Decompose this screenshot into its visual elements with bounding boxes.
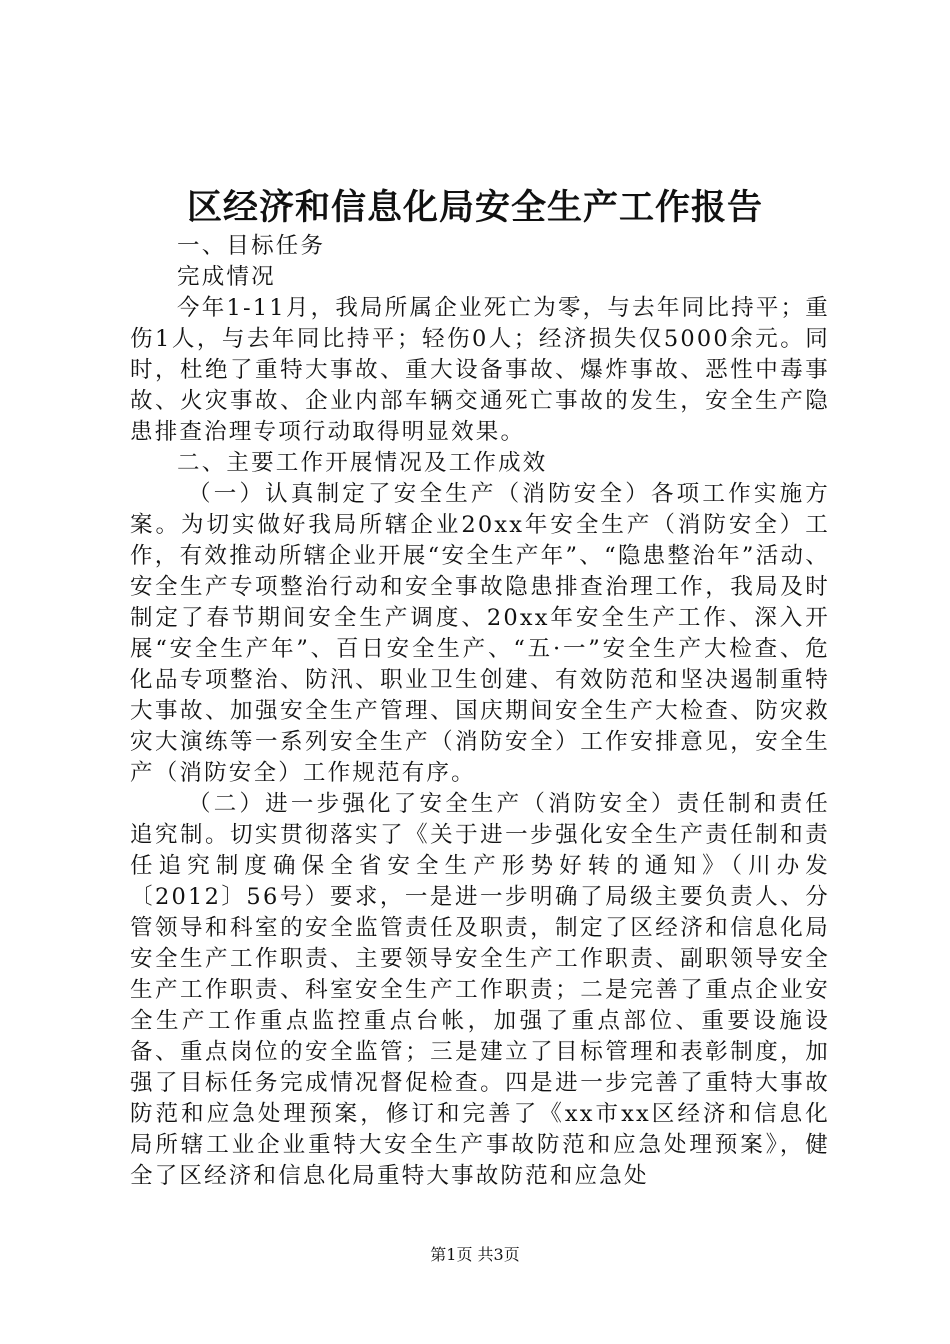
paragraph-work-item-2: （二）进一步强化了安全生产（消防安全）责任制和责任追究制。切实贯彻落实了《关于进一步强化安全生产责任制和责任追究制度确保全省安全生产形势好转的通知》（川办发〔2012〕56号）要求，一是进一步明确了局级主要负责人、分管领导和科室的安全监管责任及职责，制定了区经济和信息化局安全生产工作职责、主要领导安全生产工作职责、副职领导安全生产工作职责、科室安全生产工作职责；二是完善了重点企业安全生产工作重点监控重点台帐，加强了重点部位、重要设施设备、重点岗位的安全监管；三是建立了目标管理和表彰制度，加强了目标任务完成情况督促检查。四是进一步完善了重特大事故防范和应急处理预案，修订和完善了《xx市xx区经济和信息化局所辖工业企业重特大安全生产事故防范和应急处理预案》，健全了区经济和信息化局重特大事故防范和应急处 — [130, 791, 830, 1189]
paragraph-work-item-1: （一）认真制定了安全生产（消防安全）各项工作实施方案。为切实做好我局所辖企业20xx年安全生产（消防安全）工作，有效推动所辖企业开展“安全生产年”、“隐患整治年”活动、安全生产专项整治行动和安全事故隐患排查治理工作，我局及时制定了春节期间安全生产调度、20xx年安全生产工作、深入开展“安全生产年”、百日安全生产、“五·一”安全生产大检查、危化品专项整治、防汛、职业卫生创建、有效防范和坚决遏制重特大事故、加强安全生产管理、国庆期间安全生产大检查、防灾救灾大演练等一系列安全生产（消防安全）工作安排意见，安全生产（消防安全）工作规范有序。 — [130, 481, 830, 786]
document-title: 区经济和信息化局安全生产工作报告 — [186, 187, 763, 228]
document-body — [130, 231, 830, 1192]
section-heading-main-work: 二、主要工作开展情况及工作成效 — [177, 450, 548, 476]
section-heading-targets: 一、目标任务 — [177, 233, 326, 259]
page-number-footer: 第1页 共3页 — [430, 1245, 520, 1264]
subheading-completion: 完成情况 — [177, 264, 276, 290]
paragraph-completion-summary: 今年1-11月，我局所属企业死亡为零，与去年同比持平；重伤1人，与去年同比持平；轻伤0人；经济损失仅5000余元。同时，杜绝了重特大事故、重大设备事故、爆炸事故、恶性中毒事故、火灾事故、企业内部车辆交通死亡事故的发生，安全生产隐患排查治理专项行动取得明显效果。 — [130, 295, 830, 445]
